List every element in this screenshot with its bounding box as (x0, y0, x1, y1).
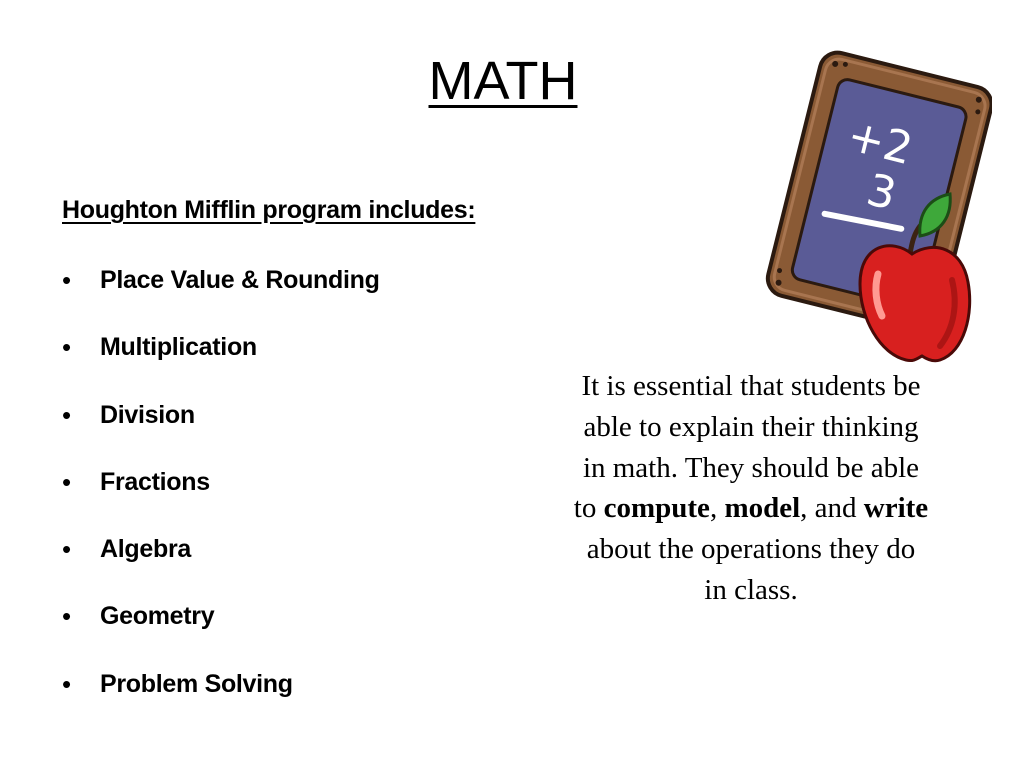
note-separator-1: , (709, 492, 725, 525)
topic-label: Place Value & Rounding (100, 266, 380, 294)
bullet-icon: • (62, 332, 71, 363)
note-keyword-write: write (863, 492, 929, 525)
list-item (62, 531, 380, 598)
note-separator-2: , and (800, 492, 864, 525)
note-keyword-compute: compute (603, 492, 710, 525)
list-item (62, 598, 380, 665)
topic-label: Division (100, 400, 195, 429)
chalk-three: 3 (861, 164, 902, 221)
bullet-icon: • (62, 534, 71, 565)
chalk-plus-two: +2 (842, 109, 918, 176)
topic-label: Fractions (100, 467, 210, 496)
topic-label: Multiplication (100, 333, 257, 362)
bullet-icon: • (62, 466, 71, 497)
explanation-note (572, 366, 930, 611)
slide-title-text: MATH (428, 51, 578, 111)
topic-label: Algebra (100, 535, 191, 564)
list-item (62, 262, 380, 329)
topic-label: Geometry (100, 602, 215, 631)
bullet-icon: • (62, 265, 71, 295)
topic-list (62, 262, 380, 733)
bullet-icon: • (62, 399, 71, 430)
list-item (62, 329, 380, 396)
program-subheading: Houghton Mifflin program includes: (62, 196, 476, 224)
note-keyword-model: model (724, 492, 801, 525)
note-text-2: about the operations they do in class. (586, 533, 916, 606)
chalkboard-apple-icon (762, 48, 992, 366)
bullet-icon: • (62, 601, 71, 632)
list-item (62, 397, 380, 464)
list-item (62, 666, 380, 733)
list-item (62, 464, 380, 531)
topic-label: Problem Solving (100, 669, 293, 698)
bullet-icon: • (62, 668, 71, 699)
note-text-1: It is essential that students be able to explain their thinking in math. They should be able to (573, 370, 921, 525)
